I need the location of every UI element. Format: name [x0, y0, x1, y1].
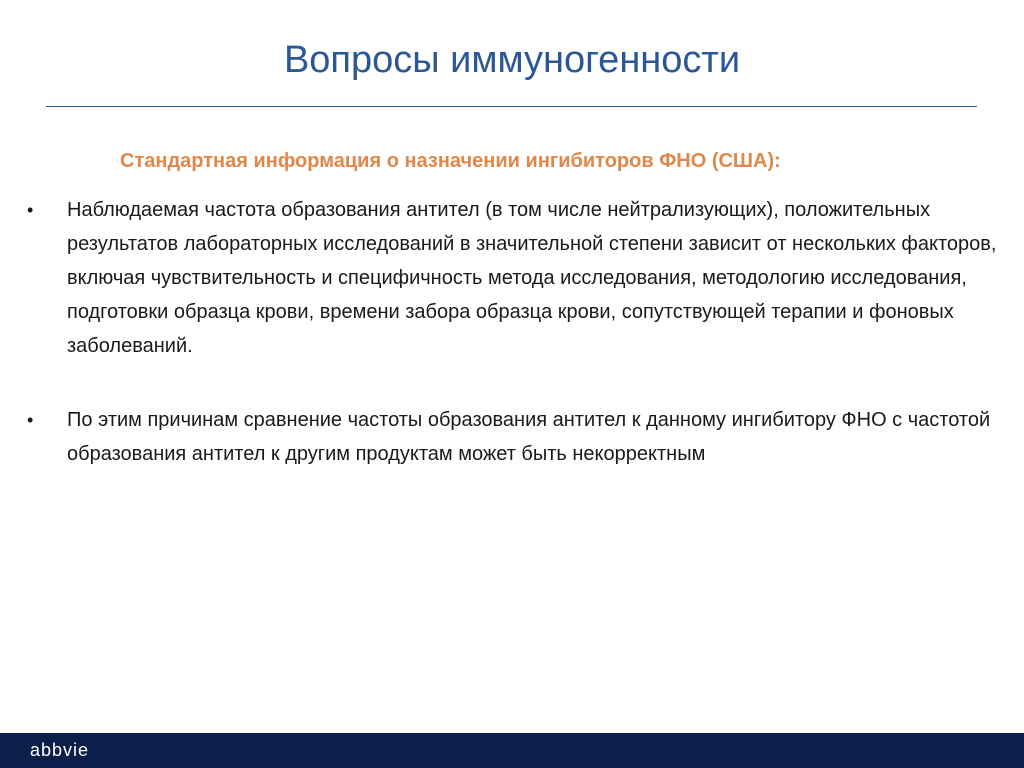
- bullet-item: [0, 193, 997, 363]
- slide-subtitle: Стандартная информация о назначении ингибиторов ФНО (США):: [120, 150, 781, 172]
- slide-title: Вопросы иммуногенности: [283, 39, 741, 81]
- abbvie-logo: abbvie: [30, 740, 90, 760]
- bullet-text: По этим причинам сравнение частоты образования антител к данному ингибитору ФНО с частотой образования антител к другим продуктам может быть некорректным: [67, 409, 991, 465]
- footer-bar: [0, 733, 1024, 768]
- bullet-list: [0, 193, 1024, 471]
- bullet-marker: •: [27, 200, 34, 220]
- title-divider: [46, 106, 977, 107]
- bullet-marker: •: [27, 410, 34, 430]
- bullet-item: [0, 403, 997, 471]
- bullet-text: Наблюдаемая частота образования антител (в том числе нейтрализующих), положительных результатов лабораторных исследований в значительной степени зависит от нескольких факторов, включая чувствительность и специфичность метода исследования, методологию исследования, подготовки образца крови, времени забора образца крови, сопутствующей терапии и фоновых заболеваний.: [67, 199, 997, 357]
